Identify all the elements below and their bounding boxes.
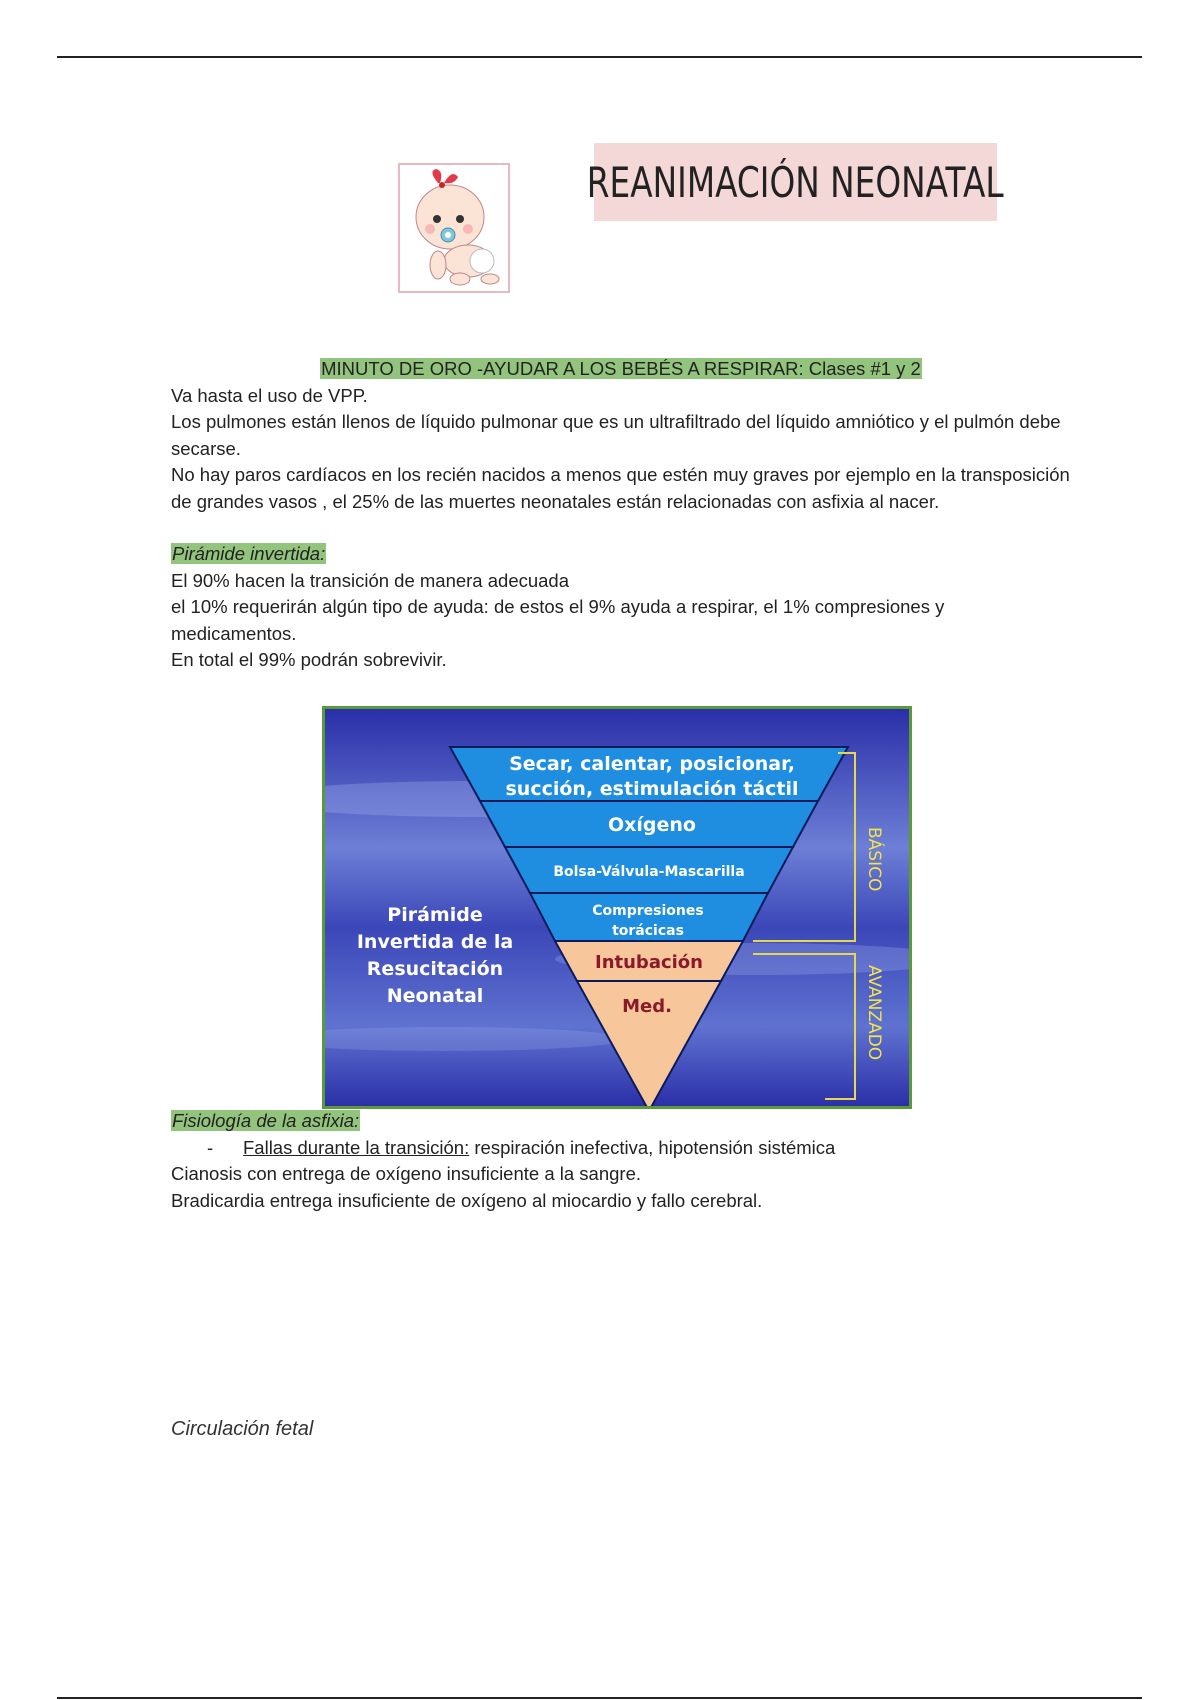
pyramid-line: el 10% requerirán algún tipo de ayuda: de estos el 9% ayuda a respirar, el 1% compresiones y medicamentos. <box>171 596 945 644</box>
bullet-dash: - <box>207 1136 214 1158</box>
pyramid-heading-line <box>171 541 1071 568</box>
page-title: REANIMACIÓN NEONATAL <box>587 157 1004 207</box>
level-4-line-2: torácicas <box>612 923 684 939</box>
side-title-line: Invertida de la <box>356 931 514 953</box>
intro-line: Va hasta el uso de VPP. <box>171 384 368 406</box>
pyramid-level-5 <box>555 941 743 981</box>
baby-illustration <box>398 163 510 293</box>
pyramid-heading: Pirámide invertida: <box>172 543 326 564</box>
fetal-circulation-heading: Circulación fetal <box>171 1418 314 1440</box>
asphyxia-heading-line <box>171 1108 1071 1135</box>
level-5-label: Intubación <box>595 952 703 973</box>
intro-line: Los pulmones están llenos de líquido pulmonar que es un ultrafiltrado del líquido amniótico y el pulmón debe secarse. <box>171 411 1061 459</box>
pyramid-figure <box>322 706 912 1109</box>
asphyxia-line: Cianosis con entrega de oxígeno insuficiente a la sangre. <box>171 1163 641 1184</box>
level-2-label: Oxígeno <box>608 814 696 836</box>
pyramid-level-1 <box>450 747 848 801</box>
asphyxia-bullet <box>171 1135 1071 1162</box>
level-4-line-1: Compresiones <box>592 903 704 919</box>
bullet-text: respiración inefectiva, hipotensión sistémica <box>469 1136 836 1158</box>
asphyxia-heading: Fisiología de la asfixia: <box>172 1110 360 1131</box>
side-title-line: Pirámide <box>387 904 483 926</box>
bracket-advanced-label: AVANZADO <box>864 965 884 1061</box>
pyramid-level-2 <box>480 801 818 847</box>
bottom-rule <box>57 1697 1142 1699</box>
side-title-line: Resucitación <box>366 958 504 980</box>
top-rule <box>57 56 1142 58</box>
bullet-label: Fallas durante la transición: <box>243 1136 470 1158</box>
document-body <box>171 356 1071 674</box>
asphyxia-line: Bradicardia entrega insuficiente de oxígeno al miocardio y fallo cerebral. <box>171 1189 763 1211</box>
level-6-label: Med. <box>622 996 672 1017</box>
title-banner <box>587 143 1004 221</box>
level-3-label: Bolsa-Válvula-Mascarilla <box>553 864 745 880</box>
pyramid-line: En total el 99% podrán sobrevivir. <box>171 649 447 670</box>
pyramid-line: El 90% hacen la transición de manera adecuada <box>171 569 570 591</box>
pyramid-level-3 <box>505 847 793 893</box>
intro-heading: MINUTO DE ORO -AYUDAR A LOS BEBÉS A RESPIRAR: Clases #1 y 2 <box>321 358 921 379</box>
bracket-basic-label: BÁSICO <box>864 827 884 892</box>
level-1-line-2: succión, estimulación táctil <box>505 778 799 800</box>
pyramid-level-4 <box>530 893 768 941</box>
intro-heading-line <box>171 356 1071 383</box>
asphyxia-section <box>171 1108 1071 1214</box>
side-title-line: Neonatal <box>386 985 484 1007</box>
level-1-line-1: Secar, calentar, posicionar, <box>509 753 795 775</box>
intro-line: No hay paros cardíacos en los recién nacidos a menos que estén muy graves por ejemplo en la transposición de grandes vasos , el 25% de las muertes neonatales están relacionadas con asfixia al nacer. <box>171 464 1070 512</box>
